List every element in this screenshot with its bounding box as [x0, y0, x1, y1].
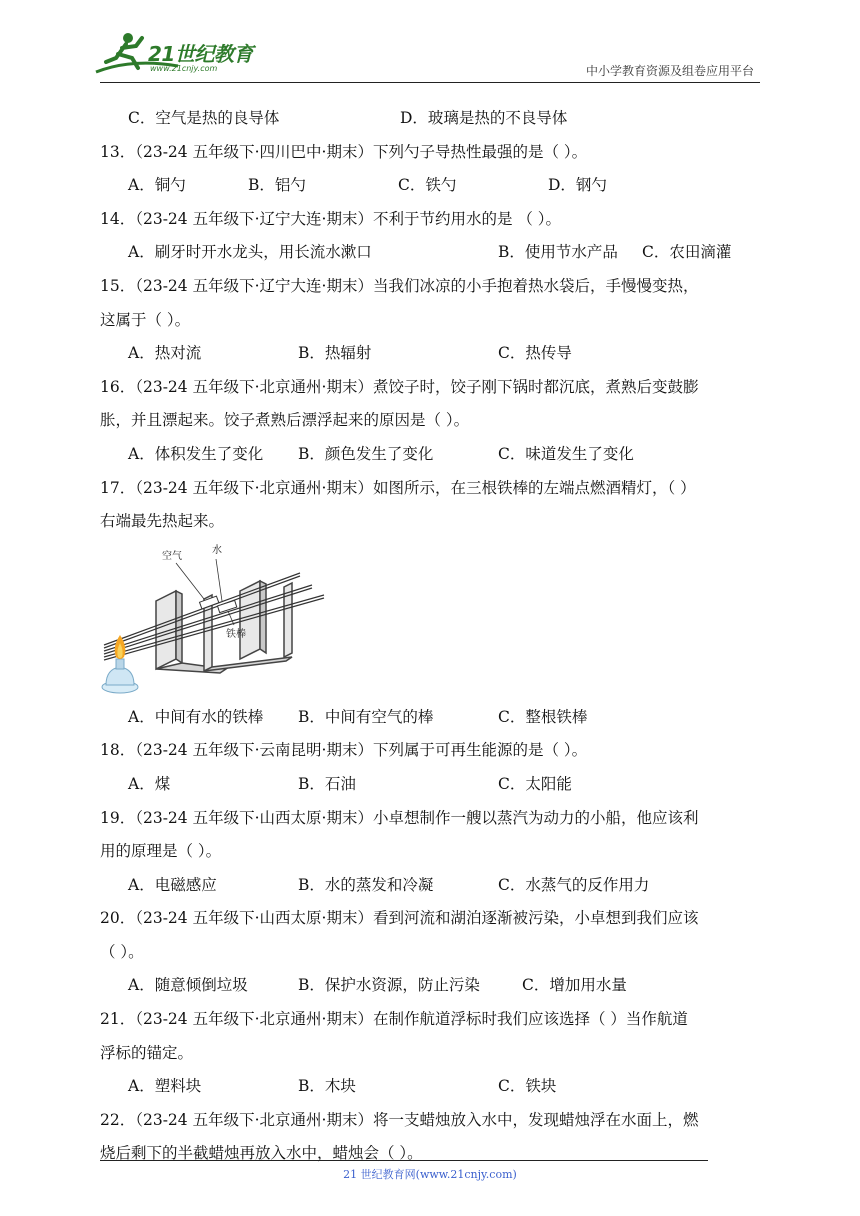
question-text: 胀，并且漂起来。饺子煮熟后漂浮起来的原因是（ ）。: [100, 411, 470, 430]
option-row: [100, 337, 762, 371]
answer-option: A．电磁感应: [128, 875, 217, 894]
logo-url: www.21cnjy.com: [150, 64, 218, 73]
label-air: 空气: [162, 550, 182, 562]
option-row: [100, 1070, 762, 1104]
page-header: [0, 0, 860, 90]
question-text: 烧后剩下的半截蜡烛再放入水中，蜡烛会（ ）。: [100, 1144, 423, 1163]
answer-option: A．随意倾倒垃圾: [128, 976, 248, 995]
option-row: [100, 869, 762, 903]
option-row: [100, 701, 762, 735]
question-text: 15．（23-24 五年级下·辽宁大连·期末）当我们冰凉的小手抱着热水袋后，手慢慢变热，: [100, 276, 699, 295]
option-row: [100, 438, 762, 472]
answer-option: A．刷牙时开水龙头，用长流水漱口: [128, 243, 372, 262]
platform-title: 中小学教育资源及组卷应用平台: [585, 64, 754, 78]
answer-option: C．铁勺: [398, 176, 457, 195]
question-text: 20．（23-24 五年级下·山西太原·期末）看到河流和湖泊逐渐被污染，小卓想到我们应该: [100, 909, 699, 928]
label-iron-rod: 铁棒: [226, 628, 246, 640]
question-list: [100, 102, 762, 1171]
question-text: 14．（23-24 五年级下·辽宁大连·期末）不利于节约用水的是 （ ）。: [100, 209, 562, 228]
answer-option: B．颜色发生了变化: [298, 444, 434, 463]
answer-option: B．热辐射: [298, 344, 372, 363]
question-text: 22．（23-24 五年级下·北京通州·期末）将一支蜡烛放入水中，发现蜡烛浮在水面上，燃: [100, 1110, 699, 1129]
answer-option: C．热传导: [498, 344, 572, 363]
answer-option: C．铁块: [498, 1077, 557, 1096]
question-text: 右端最先热起来。: [100, 512, 225, 531]
answer-option: C．空气是热的良导体: [128, 109, 280, 127]
answer-option: B．木块: [298, 1077, 356, 1096]
experiment-diagram: [100, 539, 340, 697]
option-row: [100, 236, 762, 270]
answer-option: C．整根铁棒: [498, 707, 588, 726]
question-text: 19．（23-24 五年级下·山西太原·期末）小卓想制作一艘以蒸汽为动力的小船，他应该利: [100, 808, 699, 827]
question-text: 用的原理是（ ）。: [100, 842, 222, 861]
answer-option: C．水蒸气的反作用力: [498, 875, 650, 894]
footer-divider: [100, 1160, 708, 1161]
question-text: 18．（23-24 五年级下·云南昆明·期末）下列属于可再生能源的是（ ）。: [100, 741, 588, 760]
answer-option: B．铝勺: [248, 176, 306, 195]
logo-text: 21世纪教育: [148, 42, 253, 66]
question-text: （ ）。: [100, 942, 144, 961]
answer-option: C．味道发生了变化: [498, 444, 634, 463]
answer-option: A．塑料块: [128, 1077, 202, 1096]
answer-option: B．保护水资源，防止污染: [298, 976, 480, 995]
answer-option: A．热对流: [128, 344, 202, 363]
iron-rods-figure: [100, 539, 762, 701]
label-water: 水: [212, 544, 222, 556]
question-text: 这属于（ ）。: [100, 310, 191, 329]
answer-option: B．中间有空气的棒: [298, 707, 434, 726]
answer-option: D．玻璃是热的不良导体: [400, 109, 568, 127]
footer-text: 21 世纪教育网(www.21cnjy.com): [343, 1168, 517, 1181]
answer-option: A．体积发生了变化: [128, 444, 264, 463]
answer-option: C．增加用水量: [522, 976, 627, 995]
answer-option: C．太阳能: [498, 774, 572, 793]
answer-option: B．水的蒸发和冷凝: [298, 875, 434, 894]
question-text: 13．（23-24 五年级下·四川巴中·期末）下列勺子导热性最强的是（ ）。: [100, 142, 588, 161]
question-text: 17．（23-24 五年级下·北京通州·期末）如图所示，在三根铁棒的左端点燃酒精灯，（ ）: [100, 478, 696, 497]
answer-option: C．农田滴灌: [642, 243, 732, 262]
option-row: [100, 969, 762, 1003]
answer-option: B．使用节水产品: [498, 243, 618, 262]
header-divider: [100, 82, 760, 83]
question-text: 浮标的锚定。: [100, 1043, 194, 1062]
answer-option: A．中间有水的铁棒: [128, 707, 264, 726]
option-row: [100, 768, 762, 802]
answer-option: A．煤: [128, 774, 171, 793]
answer-option: B．石油: [298, 774, 356, 793]
option-row: [100, 169, 762, 203]
question-text: 21．（23-24 五年级下·北京通州·期末）在制作航道浮标时我们应该选择（ ）当作航道: [100, 1010, 688, 1029]
option-row: [100, 102, 762, 136]
answer-option: D．钢勺: [548, 176, 607, 195]
answer-option: A．铜勺: [128, 176, 186, 195]
question-text: 16．（23-24 五年级下·北京通州·期末）煮饺子时，饺子刚下锅时都沉底，煮熟后变鼓膨: [100, 377, 699, 396]
